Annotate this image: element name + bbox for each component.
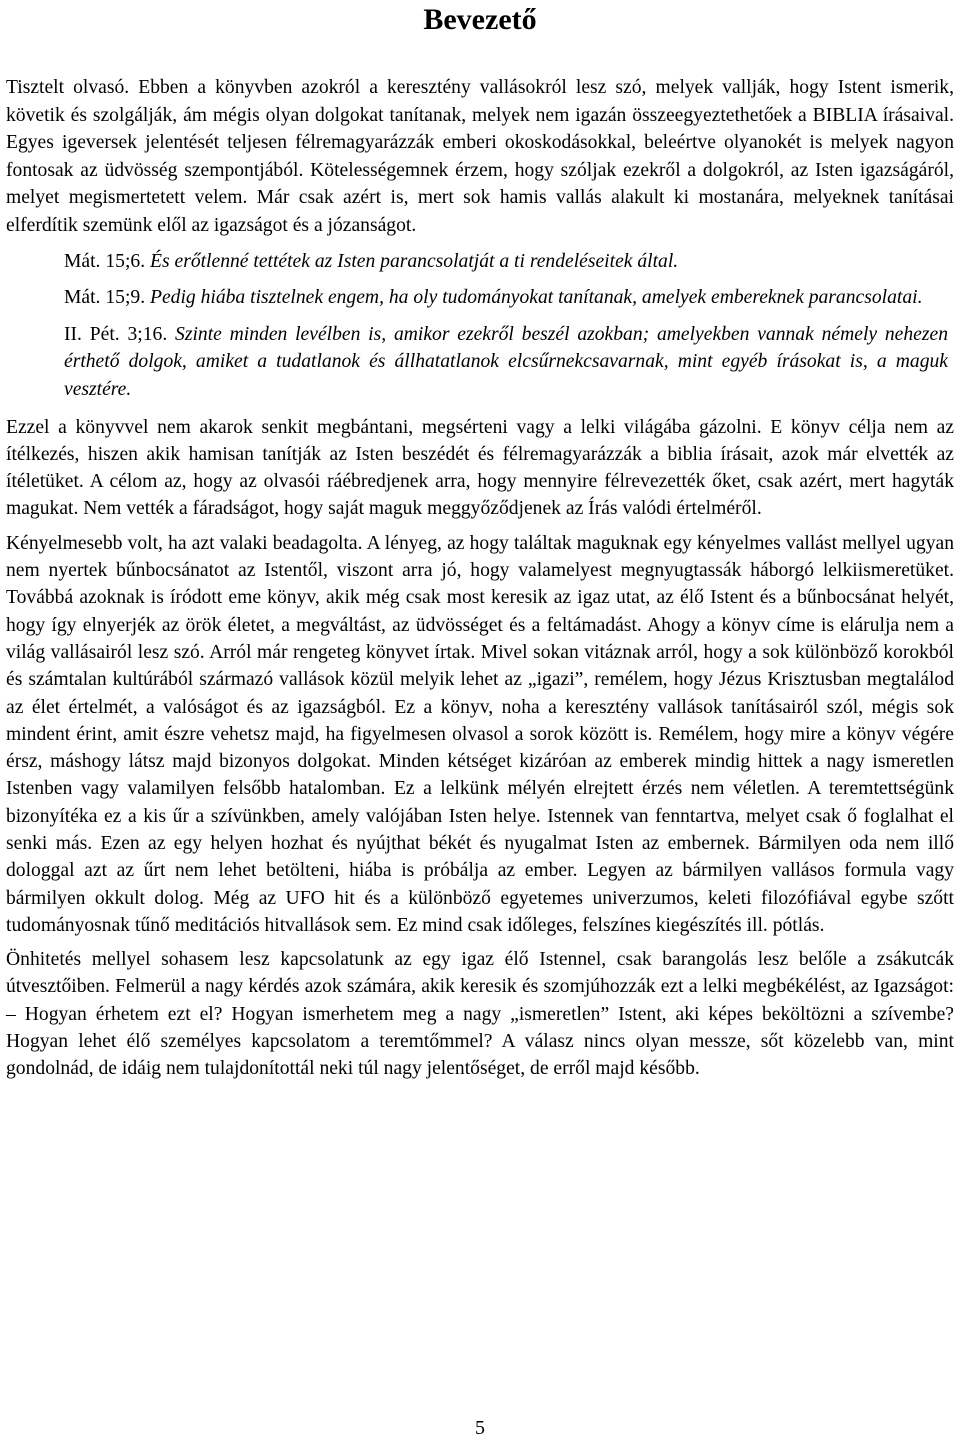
quote-reference: Mát. 15;6.	[64, 250, 146, 272]
bible-quote	[64, 284, 948, 312]
page-title: Bevezető	[423, 3, 537, 36]
bible-quote	[64, 321, 948, 404]
quote-text: Szinte minden levélben is, amikor ezekről beszél azokban; amelyekben vannak némely nehezen érthető dolgok, amiket a tudatlanok és állhatatlanok elcsűrnekcsavarnak, mint egyéb írásokat is, a maguk vesztére.	[64, 323, 948, 400]
body-paragraph: Ezzel a könyvvel nem akarok senkit megbántani, megsérteni vagy a lelki világába gázolni. E könyv célja nem az ítélkezés, hiszen akik hamisan tanítják az Isten beszédét és félremagyarázzák a biblia írásait, azok már elvették az ítéletüket. A célom az, hogy az olvasói ráébredjenek arra, hogy mennyire félrevezették őket, csak azért, mert hagyták magukat. Nem vették a fáradságot, hogy saját maguk meggyőződjenek az Írás valódi értelméről.	[6, 416, 954, 520]
quote-text: Pedig hiába tisztelnek engem, ha oly tudományokat tanítanak, amelyek embereknek parancsolatai.	[150, 287, 923, 309]
bible-quote	[64, 248, 948, 276]
page-number: 5	[475, 1417, 485, 1439]
bible-quotes	[6, 240, 954, 404]
body-paragraph: Kényelmesebb volt, ha azt valaki beadagolta. A lényeg, az hogy találtak maguknak egy kényelmes vallást mellyel ugyan nem nyertek bűnbocsánatot az Istentől, viszont arra jó, hogy valamelyest megnyugtassák háborgó lelkiismeretüket. Továbbá azoknak is íródott eme könyv, akik még csak most keresik az igaz utat, az élő Istent és a bűnbocsánat helyét, hogy így elnyerjék az örök életet, a megváltást, az üdvösséget és a feltámadást. Ahogy a könyv címe is elárulja nem a világ vallásairól lesz szó. Arról már rengeteg könyvet írtak. Mivel sokan vitáznak arról, hogy a sok különböző korokból és számtalan kultúrából származó vallások közül melyik lehet az „igazi”, remélem, hogy Jézus Krisztusban megtalálod az élet értelmét, a valóságot és az igazságból. Ez a könyv, noha a keresztény vallások tanításairól szól, mégis sok mindent érint, amit észre vehetsz majd, ha figyelmesen olvasol a sorok között is. Remélem, hogy mire a könyv végére érsz, máshogy látsz majd bizonyos dolgokat. Minden kétséget kizáróan az emberek mindig hittek a nagy ismeretlen Istenben vagy valamilyen felsőbb hatalomban. Ez a lelkünk mélyén elrejtett érzés nem véletlen. A teremtettségünk bizonyítéka ez a kis űr a szívünkben, amely valójában Isten helye. Istennek van fenntartva, melyet csak ő foglalhat el senki más. Ezen az egy helyen hozhat és nyújthat békét és nyugalmat Isten az embernek. Bármilyen oda nem illő dologgal azt az űrt nem lehet betölteni, hiába is próbálja az ember. Legyen az bármilyen vallásos formula vagy bármilyen okkult dolog. Még az UFO hit és a különböző egyetemes univerzumos, keleti filozófiával egybe szőtt tudományosnak tűnő meditációs hitvallások sem. Ez mind csak időleges, felszínes kiegészítés ill. pótlás.	[6, 532, 954, 936]
quote-text: És erőtlenné tettétek az Isten parancsolatját a ti rendeléseitek által.	[150, 250, 679, 272]
quote-reference: II. Pét. 3;16.	[64, 323, 168, 345]
body-paragraph: Önhitetés mellyel sohasem lesz kapcsolatunk az egy igaz élő Istennel, csak barangolás lesz belőle a zsákutcák útvesztőiben. Felmerül a nagy kérdés azok számára, akik keresik és szomjúhozzák ezt a lelki megbékélést, az Igazságot: – Hogyan érhetem ezt el? Hogyan ismerhetem meg a nagy „ismeretlen” Istent, aki képes beköltözni a szívembe? Hogyan lehet élő személyes kapcsolatom a teremtőmmel? A válasz nincs olyan messze, sőt közelebb van, mint gondolnád, de idáig nem tulajdonítottál neki túl nagy jelentőséget, de erről majd később.	[6, 949, 954, 1080]
intro-paragraph: Tisztelt olvasó. Ebben a könyvben azokról a keresztény vallásokról lesz szó, melyek vallják, hogy Istent ismerik, követik és szolgálják, ám mégis olyan dolgokat tanítanak, melyek nem igazán összeegyeztethetőek a BIBLIA írásaival. Egyes igeversek jelentését teljesen félremagyarázzák emberi okoskodásokkal, beleértve olyanokét is melyek nagyon fontosak az üdvösség szempontjából. Kötelességemnek érzem, hogy szóljak ezekről a dolgokról, az Isten igazságáról, melyet megismertetett velem. Már csak azért is, mert sok hamis vallás alakult ki mostanára, melyeknek tanításai elferdítik szemünk elől az igazságot és a józanságot.	[6, 77, 954, 236]
quote-reference: Mát. 15;9.	[64, 287, 146, 309]
